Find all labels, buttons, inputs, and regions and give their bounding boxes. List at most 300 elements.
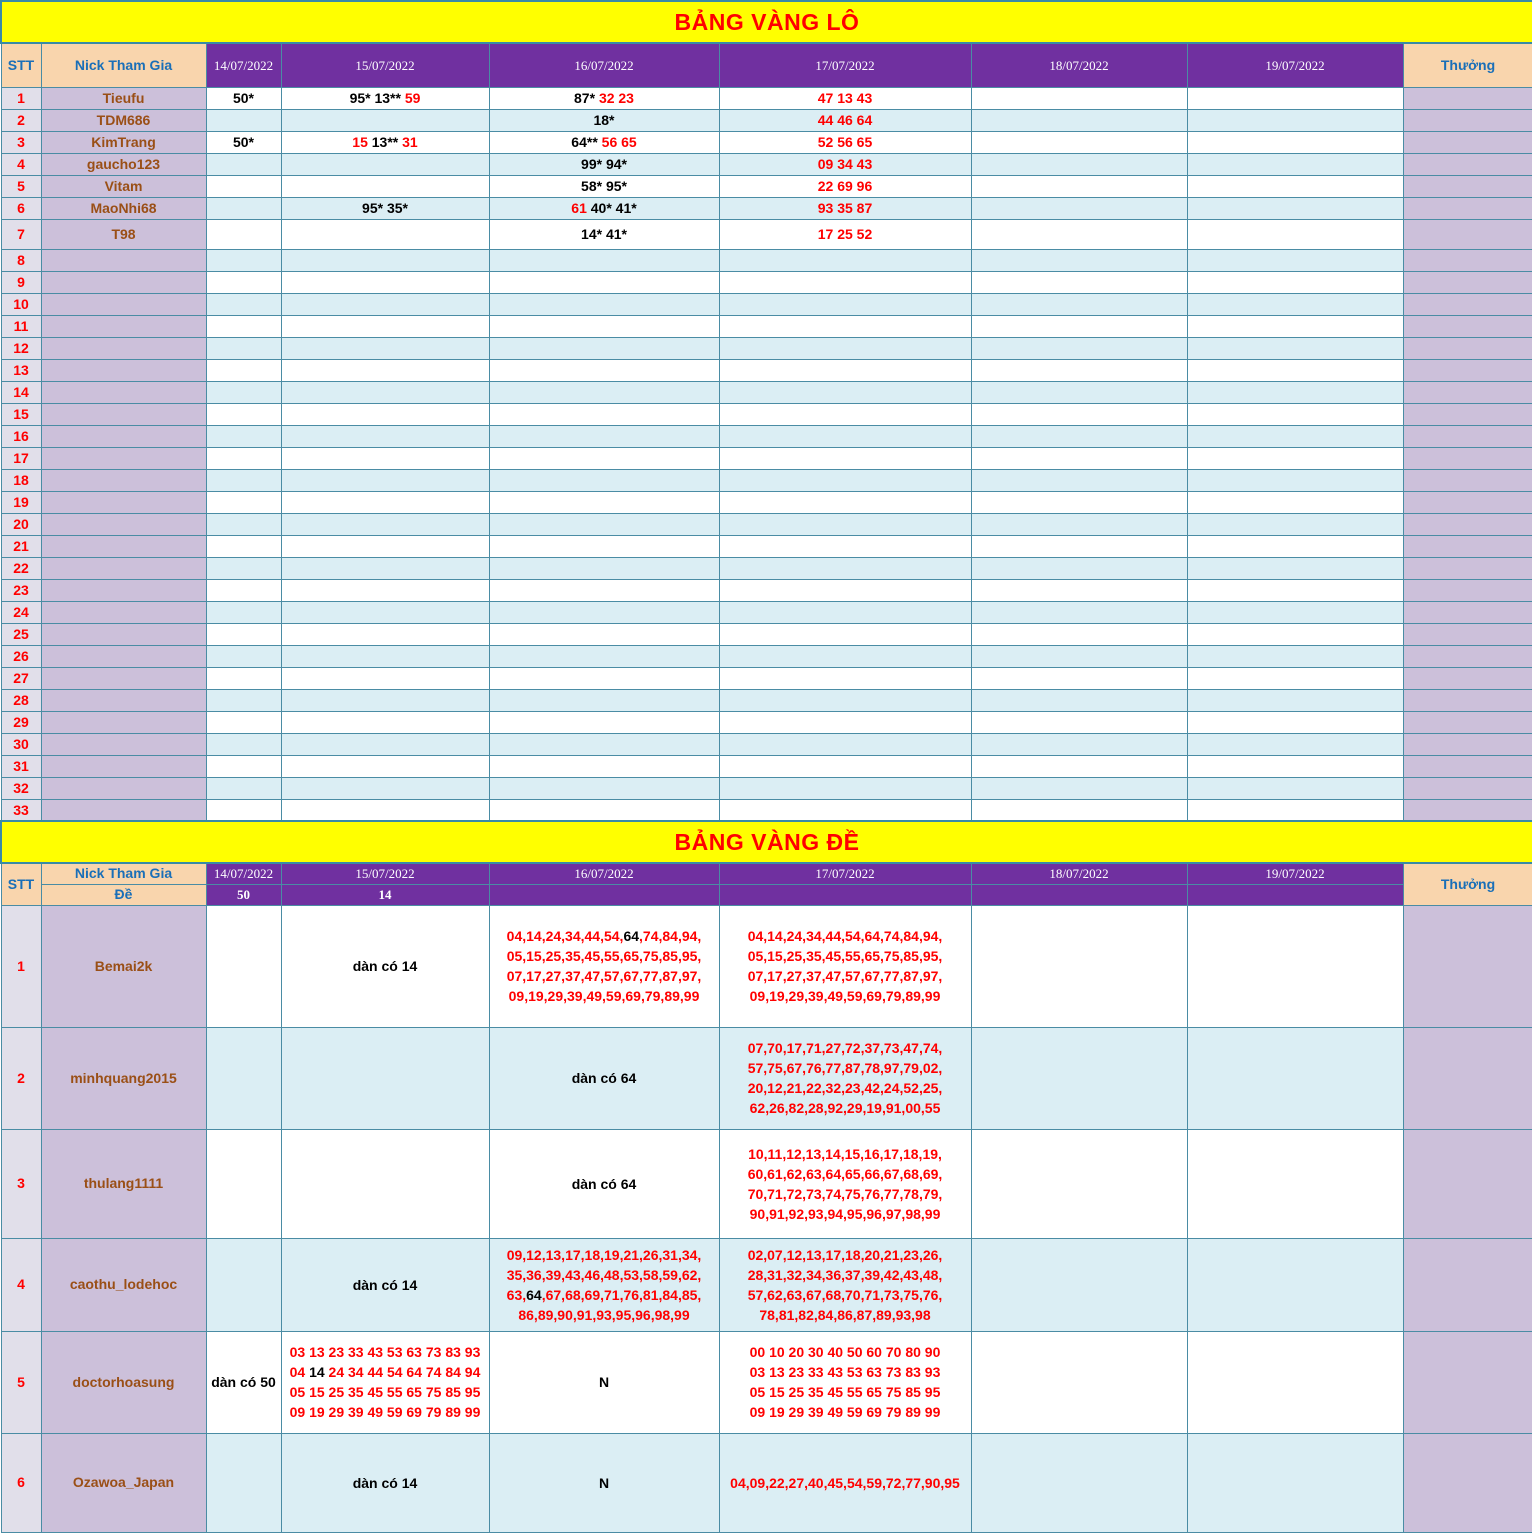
lo-pick-cell bbox=[719, 293, 971, 315]
pick-text: ,74,84,94, bbox=[639, 928, 702, 944]
de-date-header: 19/07/2022 bbox=[1187, 863, 1403, 884]
lo-pick-cell bbox=[489, 315, 719, 337]
lo-pick-cell bbox=[1187, 381, 1403, 403]
lo-pick-cell bbox=[719, 469, 971, 491]
lo-nick-cell bbox=[41, 403, 206, 425]
lo-pick-cell bbox=[206, 755, 281, 777]
lo-stt-cell: 32 bbox=[1, 777, 41, 799]
lo-pick-cell bbox=[489, 579, 719, 601]
lo-pick-cell bbox=[971, 645, 1187, 667]
lo-stt-cell: 9 bbox=[1, 271, 41, 293]
lo-title: BẢNG VÀNG LÔ bbox=[1, 1, 1532, 43]
pick-text: ,67,68,69,71,76,81,84,85, bbox=[541, 1286, 702, 1303]
pick-line bbox=[720, 1342, 971, 1362]
lo-pick-cell bbox=[489, 381, 719, 403]
lo-pick-cell bbox=[206, 667, 281, 689]
pick-text: 78,81,82,84,86,87,89,93,98 bbox=[759, 1306, 931, 1323]
lo-pick-cell bbox=[719, 175, 971, 197]
lo-pick-cell bbox=[489, 87, 719, 109]
de-pick-cell bbox=[719, 1129, 971, 1238]
de-pick-cell bbox=[1187, 905, 1403, 1027]
pick-text: 10,11,12,13,14,15,16,17,18,19, bbox=[748, 1145, 942, 1162]
lo-nick-cell bbox=[41, 601, 206, 623]
lo-stt-cell: 11 bbox=[1, 315, 41, 337]
lo-pick-cell bbox=[719, 535, 971, 557]
lo-nick-cell bbox=[41, 777, 206, 799]
pick-line bbox=[490, 1473, 719, 1493]
lo-pick-cell bbox=[719, 87, 971, 109]
lo-pick-cell bbox=[206, 469, 281, 491]
lo-pick-cell bbox=[1187, 557, 1403, 579]
pick-text: 86,89,90,91,93,95,96,98,99 bbox=[518, 1306, 690, 1323]
lo-reward-cell bbox=[1403, 109, 1532, 131]
lo-pick-cell bbox=[971, 733, 1187, 755]
lo-pick-cell bbox=[971, 109, 1187, 131]
lo-pick-cell bbox=[719, 689, 971, 711]
lo-pick-cell bbox=[206, 623, 281, 645]
pick-line bbox=[720, 1184, 971, 1204]
lo-row bbox=[1, 197, 1532, 219]
lo-stt-cell: 18 bbox=[1, 469, 41, 491]
lo-pick-cell bbox=[719, 579, 971, 601]
lo-pick-cell bbox=[206, 799, 281, 821]
lo-pick-cell bbox=[971, 315, 1187, 337]
lo-pick-cell bbox=[206, 197, 281, 219]
lo-pick-cell bbox=[971, 337, 1187, 359]
lo-pick-cell bbox=[719, 249, 971, 271]
lo-pick-cell bbox=[281, 535, 489, 557]
lo-pick-cell bbox=[719, 645, 971, 667]
de-nick-cell: thulang1111 bbox=[41, 1129, 206, 1238]
lo-stt-cell: 20 bbox=[1, 513, 41, 535]
lo-row bbox=[1, 557, 1532, 579]
lo-pick-cell bbox=[489, 109, 719, 131]
lo-nick-cell: MaoNhi68 bbox=[41, 197, 206, 219]
pick-text: 20,12,21,22,32,23,42,24,52,25, bbox=[747, 1080, 943, 1096]
lo-stt-cell: 17 bbox=[1, 447, 41, 469]
lo-reward-cell bbox=[1403, 513, 1532, 535]
pick-text: 44 46 64 bbox=[817, 111, 873, 128]
lo-pick-cell bbox=[971, 87, 1187, 109]
lo-pick-cell bbox=[281, 623, 489, 645]
de-title: BẢNG VÀNG ĐỀ bbox=[1, 821, 1532, 863]
lo-pick-cell bbox=[971, 175, 1187, 197]
lo-pick-cell bbox=[971, 381, 1187, 403]
de-pick-cell bbox=[281, 1129, 489, 1238]
lo-row bbox=[1, 109, 1532, 131]
lo-pick-cell bbox=[281, 755, 489, 777]
de-pick-cell bbox=[489, 1238, 719, 1331]
lo-row bbox=[1, 403, 1532, 425]
lo-reward-cell bbox=[1403, 131, 1532, 153]
lo-date-header: 18/07/2022 bbox=[971, 43, 1187, 87]
pick-line bbox=[490, 1245, 719, 1265]
pick-text: 62,26,82,28,92,29,19,91,00,55 bbox=[749, 1100, 941, 1116]
lo-pick-cell bbox=[719, 425, 971, 447]
lo-nick-cell bbox=[41, 381, 206, 403]
lo-row bbox=[1, 153, 1532, 175]
lo-stt-cell: 31 bbox=[1, 755, 41, 777]
de-pick-cell bbox=[281, 1433, 489, 1532]
lo-nick-cell: TDM686 bbox=[41, 109, 206, 131]
de-row bbox=[1, 1331, 1532, 1433]
lo-pick-cell bbox=[719, 197, 971, 219]
lo-pick-cell bbox=[489, 601, 719, 623]
de-reward-cell bbox=[1403, 905, 1532, 1027]
lo-pick-cell bbox=[971, 579, 1187, 601]
lo-stt-cell: 15 bbox=[1, 403, 41, 425]
pick-line bbox=[720, 1038, 971, 1058]
lo-pick-cell bbox=[971, 359, 1187, 381]
pick-line bbox=[282, 1382, 489, 1402]
de-row bbox=[1, 1129, 1532, 1238]
lo-stt-cell: 16 bbox=[1, 425, 41, 447]
pick-line bbox=[720, 1473, 971, 1493]
lo-pick-cell bbox=[1187, 249, 1403, 271]
pick-text: 05,15,25,35,45,55,65,75,85,95, bbox=[506, 948, 702, 964]
lo-pick-cell bbox=[281, 219, 489, 249]
lo-pick-cell bbox=[206, 491, 281, 513]
lo-pick-cell bbox=[719, 557, 971, 579]
lo-pick-cell bbox=[1187, 469, 1403, 491]
lo-nick-cell bbox=[41, 447, 206, 469]
pick-line bbox=[282, 956, 489, 976]
lo-pick-cell bbox=[1187, 601, 1403, 623]
de-reward-header: Thưởng bbox=[1403, 863, 1532, 905]
lo-pick-cell bbox=[971, 249, 1187, 271]
de-date-header: 18/07/2022 bbox=[971, 863, 1187, 884]
lo-nick-cell bbox=[41, 469, 206, 491]
lo-pick-cell bbox=[971, 755, 1187, 777]
de-pick-cell bbox=[489, 1027, 719, 1129]
lo-pick-cell bbox=[281, 491, 489, 513]
lo-reward-cell bbox=[1403, 87, 1532, 109]
lo-pick-cell bbox=[1187, 425, 1403, 447]
lo-reward-cell bbox=[1403, 271, 1532, 293]
de-row bbox=[1, 905, 1532, 1027]
lo-nick-cell: gaucho123 bbox=[41, 153, 206, 175]
lo-pick-cell bbox=[281, 667, 489, 689]
de-pick-cell bbox=[719, 1433, 971, 1532]
lo-nick-cell bbox=[41, 623, 206, 645]
lo-pick-cell bbox=[489, 403, 719, 425]
lo-pick-cell bbox=[1187, 711, 1403, 733]
de-reward-cell bbox=[1403, 1331, 1532, 1433]
pick-text: 64 bbox=[526, 1286, 542, 1303]
pick-line bbox=[720, 1098, 971, 1118]
lo-stt-cell: 5 bbox=[1, 175, 41, 197]
lo-pick-cell bbox=[971, 601, 1187, 623]
de-reward-cell bbox=[1403, 1238, 1532, 1331]
lo-nick-cell bbox=[41, 359, 206, 381]
de-reward-cell bbox=[1403, 1129, 1532, 1238]
lo-pick-cell bbox=[281, 109, 489, 131]
pick-line bbox=[490, 1265, 719, 1285]
lo-pick-cell bbox=[281, 153, 489, 175]
lo-pick-cell bbox=[206, 153, 281, 175]
pick-line bbox=[720, 1164, 971, 1184]
lo-pick-cell bbox=[489, 197, 719, 219]
lo-pick-cell bbox=[971, 293, 1187, 315]
lo-pick-cell bbox=[206, 711, 281, 733]
lo-pick-cell bbox=[1187, 689, 1403, 711]
lo-pick-cell bbox=[206, 109, 281, 131]
lo-row bbox=[1, 601, 1532, 623]
pick-line bbox=[720, 1265, 971, 1285]
pick-text: 22 69 96 bbox=[817, 177, 873, 194]
de-pick-cell bbox=[206, 1129, 281, 1238]
de-pick-cell bbox=[281, 1027, 489, 1129]
lo-reward-cell bbox=[1403, 359, 1532, 381]
lo-pick-cell bbox=[971, 557, 1187, 579]
lo-nick-cell bbox=[41, 271, 206, 293]
pick-text: 09,19,29,39,49,59,69,79,89,99 bbox=[749, 988, 941, 1004]
lo-pick-cell bbox=[489, 425, 719, 447]
lo-pick-cell bbox=[206, 293, 281, 315]
pick-text: 09 19 29 39 49 59 69 79 89 99 bbox=[289, 1404, 481, 1420]
lo-row bbox=[1, 293, 1532, 315]
lo-row bbox=[1, 425, 1532, 447]
pick-text: 04,14,24,34,44,54,64,74,84,94, bbox=[747, 928, 943, 944]
lo-row bbox=[1, 359, 1532, 381]
lo-pick-cell bbox=[489, 469, 719, 491]
lo-stt-header: STT bbox=[1, 43, 41, 87]
pick-line bbox=[720, 1305, 971, 1325]
lo-pick-cell bbox=[971, 447, 1187, 469]
de-pick-cell bbox=[719, 1027, 971, 1129]
pick-line bbox=[720, 1204, 971, 1224]
lo-pick-cell bbox=[971, 469, 1187, 491]
lo-date-header: 19/07/2022 bbox=[1187, 43, 1403, 87]
de-stt-cell: 2 bbox=[1, 1027, 41, 1129]
lo-pick-cell bbox=[971, 711, 1187, 733]
lo-pick-cell bbox=[1187, 667, 1403, 689]
lo-pick-cell bbox=[971, 623, 1187, 645]
lo-pick-cell bbox=[971, 403, 1187, 425]
lo-row bbox=[1, 271, 1532, 293]
lo-pick-cell bbox=[719, 777, 971, 799]
lo-reward-cell bbox=[1403, 425, 1532, 447]
lo-row bbox=[1, 249, 1532, 271]
de-result bbox=[489, 884, 719, 905]
lo-reward-cell bbox=[1403, 623, 1532, 645]
lo-pick-cell bbox=[206, 425, 281, 447]
pick-line bbox=[720, 1144, 971, 1164]
lo-pick-cell bbox=[489, 689, 719, 711]
lo-row bbox=[1, 777, 1532, 799]
lo-pick-cell bbox=[1187, 513, 1403, 535]
lo-nick-cell: Tieufu bbox=[41, 87, 206, 109]
pick-text: 61 bbox=[571, 199, 587, 216]
lo-reward-cell bbox=[1403, 337, 1532, 359]
lo-stt-cell: 29 bbox=[1, 711, 41, 733]
lo-row bbox=[1, 645, 1532, 667]
lo-pick-cell bbox=[971, 131, 1187, 153]
lo-stt-cell: 26 bbox=[1, 645, 41, 667]
pick-text: 15 bbox=[352, 133, 368, 150]
lo-pick-cell bbox=[489, 711, 719, 733]
de-result-row bbox=[1, 884, 1532, 905]
pick-line bbox=[490, 1372, 719, 1392]
lo-pick-cell bbox=[719, 513, 971, 535]
de-reward-cell bbox=[1403, 1027, 1532, 1129]
de-nick-cell: caothu_lodehoc bbox=[41, 1238, 206, 1331]
de-stt-cell: 3 bbox=[1, 1129, 41, 1238]
lo-nick-cell bbox=[41, 557, 206, 579]
lo-pick-cell bbox=[489, 557, 719, 579]
lo-stt-cell: 28 bbox=[1, 689, 41, 711]
de-row bbox=[1, 1238, 1532, 1331]
pick-text: 52 56 65 bbox=[817, 133, 873, 150]
lo-pick-cell bbox=[719, 733, 971, 755]
pick-line bbox=[720, 966, 971, 986]
lo-pick-cell bbox=[206, 689, 281, 711]
lo-stt-cell: 33 bbox=[1, 799, 41, 821]
de-pick-cell bbox=[206, 1433, 281, 1532]
lo-row bbox=[1, 315, 1532, 337]
de-pick-cell bbox=[281, 1238, 489, 1331]
lo-pick-cell bbox=[206, 447, 281, 469]
lo-pick-cell bbox=[971, 777, 1187, 799]
lo-reward-cell bbox=[1403, 197, 1532, 219]
lo-pick-cell bbox=[281, 403, 489, 425]
lo-pick-cell bbox=[719, 667, 971, 689]
de-result: 50 bbox=[206, 884, 281, 905]
lo-reward-cell bbox=[1403, 579, 1532, 601]
pick-text: 14 bbox=[309, 1364, 325, 1380]
de-date-header: 15/07/2022 bbox=[281, 863, 489, 884]
pick-text: 87* bbox=[574, 89, 599, 106]
pick-text: 14* 41* bbox=[581, 225, 627, 242]
de-nick-header: Nick Tham Gia bbox=[41, 863, 206, 884]
lo-reward-header: Thưởng bbox=[1403, 43, 1532, 87]
lo-row bbox=[1, 175, 1532, 197]
pick-text: 09 34 43 bbox=[817, 155, 873, 172]
pick-text: 56 65 bbox=[601, 133, 637, 150]
pick-line bbox=[720, 1382, 971, 1402]
de-stt-cell: 5 bbox=[1, 1331, 41, 1433]
lo-stt-cell: 12 bbox=[1, 337, 41, 359]
lo-pick-cell bbox=[206, 337, 281, 359]
lo-pick-cell bbox=[719, 359, 971, 381]
pick-line bbox=[282, 1275, 489, 1295]
lo-pick-cell bbox=[1187, 87, 1403, 109]
de-reward-cell bbox=[1403, 1433, 1532, 1532]
lo-pick-cell bbox=[489, 131, 719, 153]
lo-pick-cell bbox=[281, 249, 489, 271]
lo-pick-cell bbox=[281, 711, 489, 733]
lo-pick-cell bbox=[971, 535, 1187, 557]
de-header-row bbox=[1, 863, 1532, 884]
pick-text: 09,12,13,17,18,19,21,26,31,34, bbox=[506, 1246, 702, 1263]
lo-pick-cell bbox=[281, 87, 489, 109]
lo-reward-cell bbox=[1403, 403, 1532, 425]
de-pick-cell bbox=[971, 1027, 1187, 1129]
lo-reward-cell bbox=[1403, 175, 1532, 197]
lo-row bbox=[1, 469, 1532, 491]
pick-text: 58* 95* bbox=[581, 177, 627, 194]
lo-date-header: 14/07/2022 bbox=[206, 43, 281, 87]
lo-pick-cell bbox=[971, 153, 1187, 175]
lo-reward-cell bbox=[1403, 645, 1532, 667]
lo-pick-cell bbox=[1187, 491, 1403, 513]
pick-line bbox=[207, 1372, 281, 1392]
lo-row bbox=[1, 447, 1532, 469]
lo-pick-cell bbox=[281, 645, 489, 667]
lo-row bbox=[1, 733, 1532, 755]
lo-row bbox=[1, 381, 1532, 403]
lo-nick-cell: Vitam bbox=[41, 175, 206, 197]
pick-text: 63, bbox=[506, 1286, 527, 1303]
de-stt-cell: 1 bbox=[1, 905, 41, 1027]
lo-nick-cell bbox=[41, 249, 206, 271]
lo-reward-cell bbox=[1403, 535, 1532, 557]
lo-pick-cell bbox=[971, 197, 1187, 219]
lo-pick-cell bbox=[971, 799, 1187, 821]
de-pick-cell bbox=[1187, 1238, 1403, 1331]
lo-pick-cell bbox=[1187, 733, 1403, 755]
de-pick-cell bbox=[281, 905, 489, 1027]
lo-pick-cell bbox=[1187, 271, 1403, 293]
lo-pick-cell bbox=[206, 403, 281, 425]
pick-text: 70,71,72,73,74,75,76,77,78,79, bbox=[747, 1185, 943, 1202]
pick-text: 09 19 29 39 49 59 69 79 89 99 bbox=[749, 1404, 941, 1420]
pick-text: 09,19,29,39,49,59,69,79,89,99 bbox=[508, 988, 700, 1004]
pick-text: 50* bbox=[232, 133, 255, 150]
lo-row bbox=[1, 755, 1532, 777]
pick-text: 64 bbox=[623, 928, 640, 944]
lo-stt-cell: 23 bbox=[1, 579, 41, 601]
lo-pick-cell bbox=[489, 645, 719, 667]
pick-line bbox=[490, 1174, 719, 1194]
lo-nick-cell bbox=[41, 645, 206, 667]
lo-pick-cell bbox=[281, 381, 489, 403]
de-nick-cell: Bemai2k bbox=[41, 905, 206, 1027]
lo-stt-cell: 8 bbox=[1, 249, 41, 271]
lo-nick-cell bbox=[41, 425, 206, 447]
lo-pick-cell bbox=[1187, 777, 1403, 799]
lo-pick-cell bbox=[719, 153, 971, 175]
lo-pick-cell bbox=[1187, 131, 1403, 153]
lo-pick-cell bbox=[489, 175, 719, 197]
pick-line bbox=[282, 1473, 489, 1493]
de-result bbox=[719, 884, 971, 905]
lo-stt-cell: 30 bbox=[1, 733, 41, 755]
lo-pick-cell bbox=[281, 425, 489, 447]
lo-pick-cell bbox=[281, 359, 489, 381]
lo-pick-cell bbox=[719, 381, 971, 403]
lo-reward-cell bbox=[1403, 381, 1532, 403]
de-result: 14 bbox=[281, 884, 489, 905]
lo-stt-cell: 24 bbox=[1, 601, 41, 623]
pick-text: 04,09,22,27,40,45,54,59,72,77,90,95 bbox=[730, 1474, 960, 1491]
pick-text: 95* 13** bbox=[349, 89, 405, 106]
lo-reward-cell bbox=[1403, 755, 1532, 777]
de-stt-header: STT bbox=[1, 863, 41, 905]
lo-reward-cell bbox=[1403, 153, 1532, 175]
pick-line bbox=[720, 1245, 971, 1265]
de-pick-cell bbox=[971, 1331, 1187, 1433]
lo-nick-cell bbox=[41, 337, 206, 359]
de-row bbox=[1, 1433, 1532, 1532]
lo-reward-cell bbox=[1403, 293, 1532, 315]
lo-pick-cell bbox=[489, 447, 719, 469]
de-pick-cell bbox=[971, 1129, 1187, 1238]
lo-row bbox=[1, 131, 1532, 153]
pick-text: N bbox=[598, 1374, 610, 1390]
lo-pick-cell bbox=[971, 689, 1187, 711]
lo-pick-cell bbox=[719, 755, 971, 777]
